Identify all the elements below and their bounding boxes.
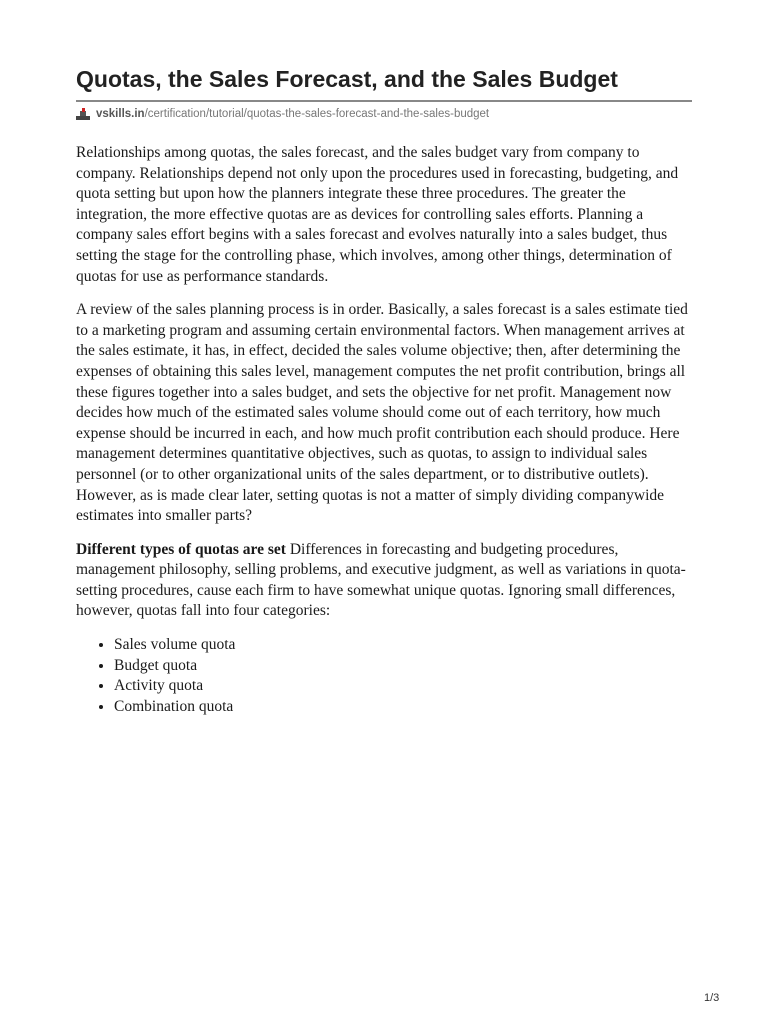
page-number: 1/3 xyxy=(704,992,720,1004)
list-item: • Activity quota xyxy=(114,676,692,697)
quota-categories-list xyxy=(76,635,692,717)
section-text: Differences in forecasting and budgeting procedures, management philosophy, selling problems, and executive judgment, as well as variations in quota-setting procedures, cause each firm to have somewhat unique quotas. Ignoring small differences, however, quotas fall into four categories: xyxy=(76,540,686,620)
document-body xyxy=(76,143,692,717)
title-divider xyxy=(76,100,692,102)
source-path[interactable]: /certification/tutorial/quotas-the-sales-forecast-and-the-sales-budget xyxy=(144,108,490,120)
paragraph-quota-types xyxy=(76,540,692,622)
source-link[interactable] xyxy=(76,106,489,122)
site-favicon-icon xyxy=(76,108,90,120)
list-item: • Combination quota xyxy=(114,697,692,718)
paragraph-sales-planning: A review of the sales planning process is in order. Basically, a sales forecast is a sales estimate tied to a marketing program and assuming certain environmental factors. When management arrives at the sales estimate, it has, in effect, decided the sales volume objective; then, after determining the expenses of obtaining this sales level, management computes the net profit contribution, brings all these figures together into a sales budget, and sets the objective for net profit. Management now decides how much of the estimated sales volume should come out of each territory, how much expense should be incurred in each, and how much profit contribution each should produce. Here management determines quantitative objectives, such as quotas, to assign to individual sales personnel (or to other organizational units of the sales department, or to distributive outlets). However, as is made clear later, setting quotas is not a matter of simply dividing companywide estimates into smaller parts? xyxy=(76,301,688,525)
document-title: Quotas, the Sales Forecast, and the Sales Budget xyxy=(76,66,618,92)
paragraph-intro: Relationships among quotas, the sales forecast, and the sales budget vary from company to company. Relationships depend not only upon the procedures used in forecasting, budgeting, and quota setting but upon how the planners integrate these three procedures. The greater the integration, the more effective quotas are as devices for controlling sales efforts. Planning a company sales effort begins with a sales forecast and evolves naturally into a sales budget, thus setting the stage for the controlling phase, which involves, among other things, determination of quotas for use as performance standards. xyxy=(76,144,679,285)
section-heading: Different types of quotas are set xyxy=(76,540,286,558)
list-item: • Sales volume quota xyxy=(114,635,692,656)
source-domain[interactable]: vskills.in xyxy=(96,108,145,120)
list-item: • Budget quota xyxy=(114,656,692,677)
